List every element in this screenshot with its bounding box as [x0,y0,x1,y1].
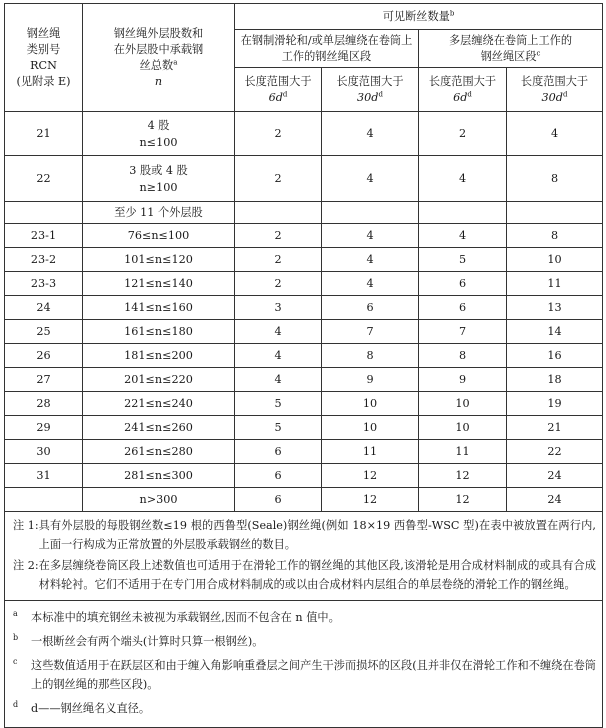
cell-value: 10 [419,416,507,440]
cell-rcn: 21 [5,112,83,156]
cell-value: 6 [419,272,507,296]
cell-value: 24 [507,488,603,512]
note-1 [13,516,596,554]
cell-rcn: 23-2 [5,248,83,272]
cell-value: 6 [322,296,419,320]
cell-value: 4 [235,344,322,368]
cell-rcn: 23-3 [5,272,83,296]
cell-value [322,202,419,224]
table-row [5,392,603,416]
notes-row [5,512,603,601]
table-row [5,440,603,464]
cell-value: 18 [507,368,603,392]
header-range-6d-multi: 长度范围大于 $6d^d$ [419,68,507,112]
table-row [5,464,603,488]
table-row [5,112,603,156]
cell-rcn: 27 [5,368,83,392]
table-row [5,488,603,512]
cell-value: 11 [419,440,507,464]
cell-rcn: 29 [5,416,83,440]
notes-cell [5,512,603,601]
cell-value: 6 [235,440,322,464]
cell-value: 6 [419,296,507,320]
cell-value: 4 [322,272,419,296]
cell-value: 10 [322,416,419,440]
header-visible-breaks: 可见断丝数量$^b$ [235,4,603,30]
cell-value: 12 [419,488,507,512]
cell-value: 2 [235,112,322,156]
cell-value: 8 [507,156,603,202]
cell-value [419,202,507,224]
note-label: 注 2: [13,559,39,572]
footnote-mark: c [13,657,18,666]
footnotes-row [5,601,603,728]
cell-rcn: 24 [5,296,83,320]
footnote-text: 本标准中的填充钢丝未被视为承载钢丝,因而不包含在 n 值中。 [31,611,340,624]
cell-value: 10 [507,248,603,272]
cell-value: 4 [322,248,419,272]
cell-value: 3 [235,296,322,320]
table-subheader-row [5,202,603,224]
header-group-multi: 多层缠绕在卷筒上工作的 钢丝绳区段$^c$ [419,30,603,68]
header-range-30d-multi: 长度范围大于 $30d^d$ [507,68,603,112]
footnote-c [13,656,596,694]
cell-value: 14 [507,320,603,344]
cell-strands: 121≤n≤140 [83,272,235,296]
cell-strands: 4 股 n≤100 [83,112,235,156]
cell-rcn: 23-1 [5,224,83,248]
cell-value: 12 [322,464,419,488]
footnote-mark: a [13,609,18,618]
cell-value: 21 [507,416,603,440]
cell-value: 6 [235,464,322,488]
cell-strands: 241≤n≤260 [83,416,235,440]
cell-value: 8 [507,224,603,248]
cell-value [235,202,322,224]
footnote-mark: b [13,633,19,642]
footnote-text: 一根断丝会有两个端头(计算时只算一根钢丝)。 [31,635,264,648]
footnote-d [13,699,596,718]
cell-value: 10 [419,392,507,416]
cell-strands: 141≤n≤160 [83,296,235,320]
cell-strands: 161≤n≤180 [83,320,235,344]
note-text: 具有外层股的每股钢丝数≤19 根的西鲁型(Seale)钢丝绳(例如 18×19 西鲁型-WSC 型)在表中被放置在两行内,上面一行构成为正常放置的外层股承载钢丝的数目。 [38,519,596,551]
cell-value: 8 [419,344,507,368]
cell-value: 4 [419,156,507,202]
cell-value: 6 [235,488,322,512]
table-row [5,416,603,440]
cell-value: 4 [235,368,322,392]
cell-value: 22 [507,440,603,464]
cell-strands: 201≤n≤220 [83,368,235,392]
cell-value: 4 [322,224,419,248]
cell-value: 11 [322,440,419,464]
cell-value: 13 [507,296,603,320]
table-row [5,248,603,272]
cell-value: 5 [419,248,507,272]
cell-value: 11 [507,272,603,296]
cell-value: 4 [507,112,603,156]
cell-value: 2 [235,224,322,248]
footnote-a [13,608,596,627]
cell-value: 16 [507,344,603,368]
cell-value: 2 [235,248,322,272]
cell-rcn: 25 [5,320,83,344]
cell-value: 8 [322,344,419,368]
cell-rcn [5,488,83,512]
cell-value: 5 [235,416,322,440]
cell-rcn: 31 [5,464,83,488]
cell-value: 12 [419,464,507,488]
cell-value: 9 [419,368,507,392]
header-range-30d-single: 长度范围大于 $30d^d$ [322,68,419,112]
footnote-text: d——钢丝绳名义直径。 [31,702,151,715]
table-row [5,224,603,248]
header-strands: 钢丝绳外层股数和 在外层股中承载钢 丝总数$^a$ n [83,4,235,112]
header-group-single: 在钢制滑轮和/或单层缠绕在卷筒上 工作的钢丝绳区段 [235,30,419,68]
cell-value [507,202,603,224]
table-row [5,320,603,344]
cell-strands-subheader: 至少 11 个外层股 [83,202,235,224]
cell-rcn [5,202,83,224]
note-label: 注 1: [13,519,39,532]
cell-rcn: 30 [5,440,83,464]
cell-value: 2 [419,112,507,156]
cell-strands: 221≤n≤240 [83,392,235,416]
cell-rcn: 26 [5,344,83,368]
table-row [5,272,603,296]
cell-value: 4 [322,112,419,156]
cell-value: 24 [507,464,603,488]
cell-strands: 101≤n≤120 [83,248,235,272]
wire-break-table [4,3,603,728]
cell-strands: n>300 [83,488,235,512]
footnote-b [13,632,596,651]
cell-value: 9 [322,368,419,392]
cell-value: 2 [235,272,322,296]
footnote-mark: d [13,700,19,709]
cell-rcn: 22 [5,156,83,202]
cell-value: 4 [322,156,419,202]
note-2 [13,556,596,594]
table-row [5,296,603,320]
cell-value: 2 [235,156,322,202]
cell-strands: 281≤n≤300 [83,464,235,488]
table-row [5,344,603,368]
footnote-text: 这些数值适用于在跃层区和由于缠入角影响重叠层之间产生干涉而损坏的区段(且并非仅在滑轮工作和不缠绕在卷筒上的钢丝绳的那些区段)。 [31,659,596,691]
note-text: 在多层缠绕卷筒区段上述数值也可适用于在滑轮工作的钢丝绳的其他区段,该滑轮是用合成材料制成的或具有合成材料轮衬。它们不适用于在专门用合成材料制成的或以由合成材料内层组合的单层卷绕的滑轮工作的钢丝绳。 [38,559,596,591]
table-row [5,156,603,202]
cell-value: 12 [322,488,419,512]
cell-strands: 261≤n≤280 [83,440,235,464]
cell-value: 4 [419,224,507,248]
cell-value: 7 [419,320,507,344]
cell-value: 4 [235,320,322,344]
cell-value: 7 [322,320,419,344]
cell-rcn: 28 [5,392,83,416]
header-rcn: 钢丝绳 类别号 RCN (见附录 E) [5,4,83,112]
cell-strands: 181≤n≤200 [83,344,235,368]
cell-value: 19 [507,392,603,416]
cell-value: 5 [235,392,322,416]
cell-strands: 76≤n≤100 [83,224,235,248]
cell-value: 10 [322,392,419,416]
footnotes-cell [5,601,603,728]
table-row [5,368,603,392]
cell-strands: 3 股或 4 股 n≥100 [83,156,235,202]
header-range-6d-single: 长度范围大于 $6d^d$ [235,68,322,112]
